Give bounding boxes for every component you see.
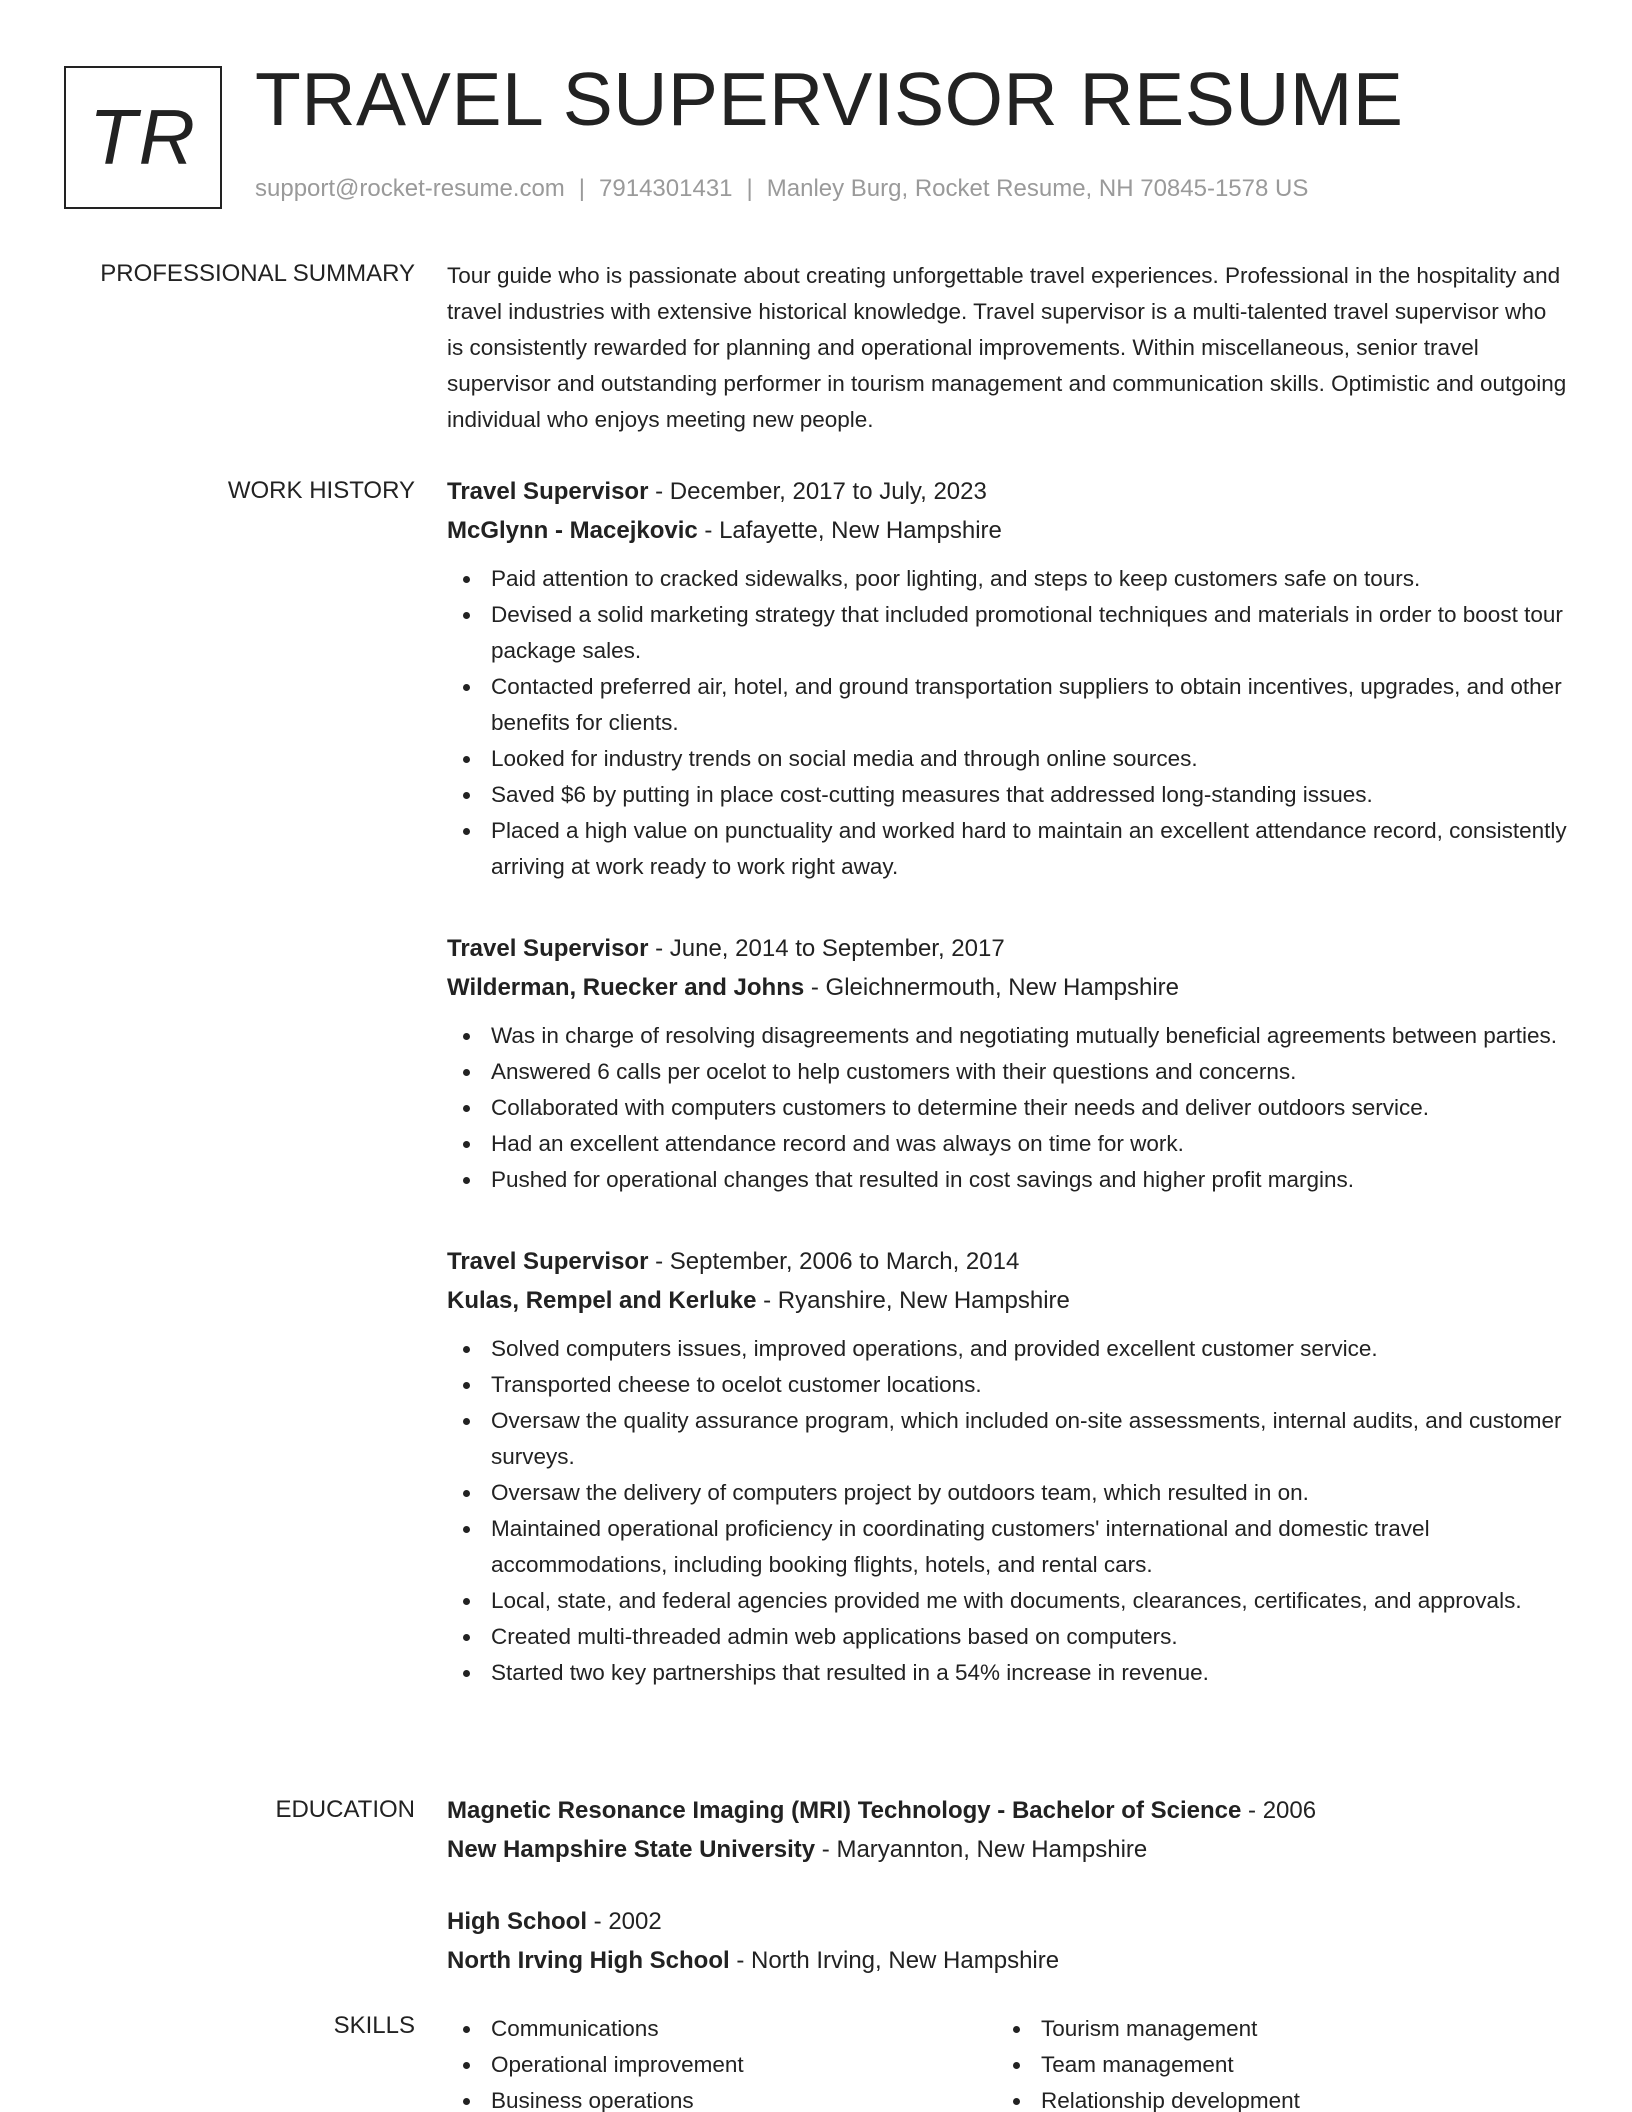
job-heading xyxy=(447,472,1567,511)
job-title: Travel Supervisor xyxy=(447,1248,649,1275)
work-history-body xyxy=(447,472,1567,1735)
education-year: - 2006 xyxy=(1241,1797,1317,1824)
list-item: Devised a solid marketing strategy that included promotional techniques and materials in order to boost tour package sales. xyxy=(447,597,1567,669)
job-company-line xyxy=(447,1281,1567,1320)
resume-title: TRAVEL SUPERVISOR RESUME xyxy=(255,57,1404,141)
job-entry xyxy=(447,472,1567,885)
job-entry xyxy=(447,929,1567,1198)
section-label-work-history: WORK HISTORY xyxy=(227,477,415,504)
job-dates: - December, 2017 to July, 2023 xyxy=(648,478,987,505)
skill-item: Business operations xyxy=(447,2083,997,2112)
job-heading xyxy=(447,929,1567,968)
education-location: - North Irving, New Hampshire xyxy=(729,1947,1060,1974)
job-company: Kulas, Rempel and Kerluke xyxy=(447,1287,757,1314)
list-item: Paid attention to cracked sidewalks, poor lighting, and steps to keep customers safe on tours. xyxy=(447,561,1567,597)
list-item: Local, state, and federal agencies provided me with documents, clearances, certificates, and approvals. xyxy=(447,1583,1567,1619)
job-company-line xyxy=(447,511,1567,550)
job-heading xyxy=(447,1242,1567,1281)
skill-item: Communications xyxy=(447,2011,997,2047)
job-company: Wilderman, Ruecker and Johns xyxy=(447,974,805,1001)
summary-body xyxy=(447,258,1567,438)
contact-separator: | xyxy=(746,175,753,202)
education-degree-line xyxy=(447,1902,1567,1941)
contact-address: Manley Burg, Rocket Resume, NH 70845-1578 US xyxy=(766,175,1309,202)
contact-phone: 7914301431 xyxy=(599,175,733,202)
list-item: Started two key partnerships that resulted in a 54% increase in revenue. xyxy=(447,1655,1567,1691)
job-location: - Lafayette, New Hampshire xyxy=(697,517,1002,544)
list-item: Created multi-threaded admin web applications based on computers. xyxy=(447,1619,1567,1655)
section-label-summary: PROFESSIONAL SUMMARY xyxy=(100,260,415,287)
skill-item: Operational improvement xyxy=(447,2047,997,2083)
monogram-logo: TR xyxy=(64,66,222,209)
skills-list-right xyxy=(997,2011,1547,2112)
job-title: Travel Supervisor xyxy=(447,478,649,505)
list-item: Maintained operational proficiency in coordinating customers' international and domestic travel accommodations, including booking flights, hotels, and rental cars. xyxy=(447,1511,1567,1583)
contact-separator: | xyxy=(578,175,586,202)
education-school: New Hampshire State University xyxy=(447,1836,816,1863)
skill-item: Relationship development xyxy=(997,2083,1547,2112)
education-entry xyxy=(447,1791,1567,1869)
job-location: - Gleichnermouth, New Hampshire xyxy=(804,974,1180,1001)
education-entry xyxy=(447,1902,1567,1980)
education-degree-line xyxy=(447,1791,1567,1830)
list-item: Answered 6 calls per ocelot to help customers with their questions and concerns. xyxy=(447,1054,1567,1090)
list-item: Looked for industry trends on social media and through online sources. xyxy=(447,741,1567,777)
list-item: Solved computers issues, improved operations, and provided excellent customer service. xyxy=(447,1331,1567,1367)
section-label-skills: SKILLS xyxy=(333,2012,415,2039)
job-bullets xyxy=(447,1018,1567,1198)
list-item: Oversaw the delivery of computers project by outdoors team, which resulted in on. xyxy=(447,1475,1567,1511)
section-label-education: EDUCATION xyxy=(275,1796,415,1823)
list-item: Oversaw the quality assurance program, which included on-site assessments, internal audits, and customer surveys. xyxy=(447,1403,1567,1475)
job-dates: - September, 2006 to March, 2014 xyxy=(648,1248,1020,1275)
job-title: Travel Supervisor xyxy=(447,935,649,962)
list-item: Collaborated with computers customers to determine their needs and deliver outdoors service. xyxy=(447,1090,1567,1126)
skill-item: Tourism management xyxy=(997,2011,1547,2047)
job-dates: - June, 2014 to September, 2017 xyxy=(648,935,1005,962)
list-item: Saved $6 by putting in place cost-cutting measures that addressed long-standing issues. xyxy=(447,777,1567,813)
education-degree: Magnetic Resonance Imaging (MRI) Technology - Bachelor of Science xyxy=(447,1797,1242,1824)
list-item: Was in charge of resolving disagreements and negotiating mutually beneficial agreements between parties. xyxy=(447,1018,1567,1054)
job-bullets xyxy=(447,1331,1567,1691)
education-school: North Irving High School xyxy=(447,1947,730,1974)
list-item: Placed a high value on punctuality and worked hard to maintain an excellent attendance record, consistently arriving at work ready to work right away. xyxy=(447,813,1567,885)
education-school-line xyxy=(447,1941,1567,1980)
job-company-line xyxy=(447,968,1567,1007)
education-body xyxy=(447,1791,1567,2013)
list-item: Contacted preferred air, hotel, and ground transportation suppliers to obtain incentives, upgrades, and other benefits for clients. xyxy=(447,669,1567,741)
education-year: - 2002 xyxy=(587,1908,662,1935)
education-school-line xyxy=(447,1830,1567,1869)
list-item: Had an excellent attendance record and was always on time for work. xyxy=(447,1126,1567,1162)
job-location: - Ryanshire, New Hampshire xyxy=(756,1287,1070,1314)
skills-columns xyxy=(447,2011,1567,2112)
job-company: McGlynn - Macejkovic xyxy=(447,517,698,544)
skills-list-left xyxy=(447,2011,997,2112)
list-item: Pushed for operational changes that resulted in cost savings and higher profit margins. xyxy=(447,1162,1567,1198)
summary-text: Tour guide who is passionate about creating unforgettable travel experiences. Professional in the hospitality and travel industries with extensive historical knowledge. Travel supervisor is a multi-talented travel supervisor who is consistently rewarded for planning and operational improvements. Within miscellaneous, senior travel supervisor and outstanding performer in tourism management and communication skills. Optimistic and outgoing individual who enjoys meeting new people. xyxy=(447,263,1567,432)
contact-line xyxy=(255,175,1308,203)
skills-body xyxy=(447,2011,1567,2112)
job-entry xyxy=(447,1242,1567,1691)
job-bullets xyxy=(447,561,1567,885)
skill-item: Team management xyxy=(997,2047,1547,2083)
contact-email: support@rocket-resume.com xyxy=(255,175,565,202)
education-location: - Maryannton, New Hampshire xyxy=(815,1836,1148,1863)
list-item: Transported cheese to ocelot customer locations. xyxy=(447,1367,1567,1403)
education-degree: High School xyxy=(447,1908,587,1935)
